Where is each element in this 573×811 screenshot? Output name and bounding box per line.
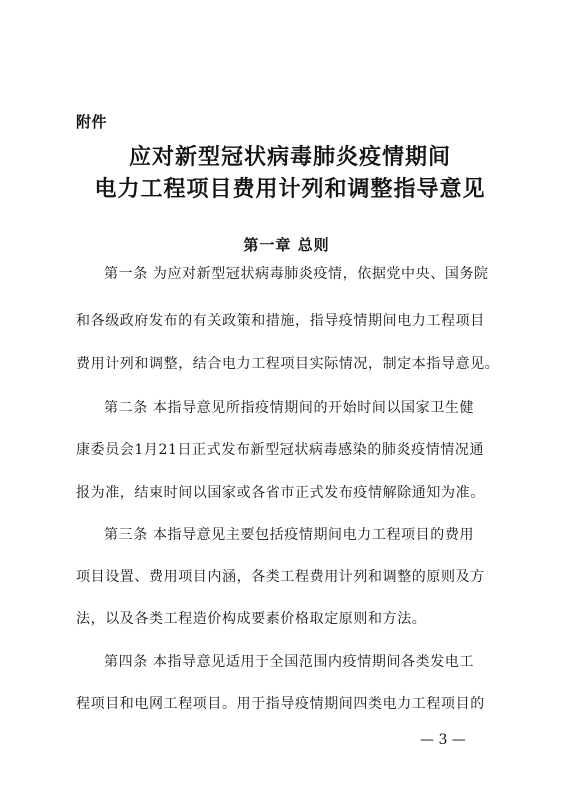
chapter-heading: 第一章 总则: [243, 236, 330, 254]
paragraph-line: 费用计列和调整，结合电力工程项目实际情况，制定本指导意见。: [76, 356, 500, 372]
paragraph-line: 康委员会1月21日正式发布新型冠状病毒感染的肺炎疫情情况通: [76, 442, 485, 458]
attachment-label: 附件: [76, 113, 108, 131]
paragraph-line: 和各级政府发布的有关政策和措施，指导疫情期间电力工程项目: [76, 313, 485, 329]
paragraph-line: 第一条 为应对新型冠状病毒肺炎疫情，依据党中央、国务院: [104, 266, 489, 282]
paragraph-line: 法，以及各类工程造价构成要素价格取定原则和方法。: [76, 611, 427, 627]
page-number: — 3 —: [420, 732, 466, 748]
paragraph-line: 报为准，结束时间以国家或各省市正式发布疫情解除通知为准。: [76, 485, 485, 501]
paragraph-line: 第三条 本指导意见主要包括疫情期间电力工程项目的费用: [104, 527, 475, 543]
document-title-line-2: 电力工程项目费用计列和调整指导意见: [94, 176, 486, 202]
document-title-line-1: 应对新型冠状病毒肺炎疫情期间: [128, 144, 451, 170]
paragraph-line: 第四条 本指导意见适用于全国范围内疫情期间各类发电工: [104, 654, 475, 670]
paragraph-line: 程项目和电网工程项目。用于指导疫情期间四类电力工程项目的: [76, 696, 485, 712]
paragraph-line: 项目设置、费用项目内涵，各类工程费用计列和调整的原则及方: [76, 569, 485, 585]
paragraph-line: 第二条 本指导意见所指疫情期间的开始时间以国家卫生健: [104, 400, 475, 416]
